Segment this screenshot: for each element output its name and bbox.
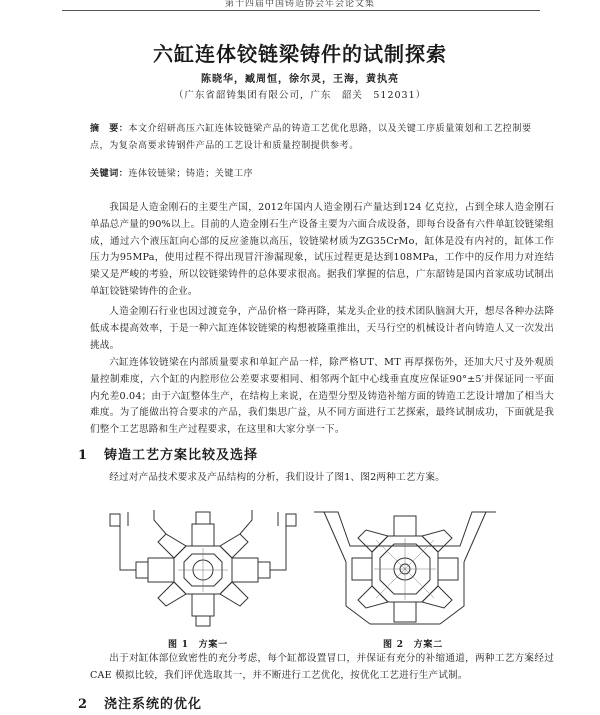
body-paragraph: 经过对产品技术要求及产品结构的分析，我们设计了图1、图2两种工艺方案。 xyxy=(109,472,445,483)
section-title: 浇注系统的优化 xyxy=(104,697,203,712)
header-rule xyxy=(62,10,540,11)
keywords xyxy=(90,168,550,180)
abstract-text: 本文介绍研高压六缸连体铰链梁产品的铸造工艺优化思路，以及关键工序质量策划和工艺控制要点，为复杂高要求铸钢件产品的工艺设计和质量控制提供参考。 xyxy=(90,124,532,151)
section-heading xyxy=(78,693,202,712)
abstract xyxy=(90,121,550,155)
author-list: 陈晓华，臧周恒，徐尔灵，王海，黄执亮 xyxy=(201,74,399,85)
figure-caption: 图 1 方案一 xyxy=(168,640,228,650)
section-title: 铸造工艺方案比较及选择 xyxy=(104,448,259,463)
figure-scheme-two xyxy=(310,506,500,632)
affiliation: （广东省韶铸集团有限公司，广东 韶关 512031） xyxy=(173,90,427,101)
running-head: 第十四届中国铸造协会年会论文集 xyxy=(224,0,375,9)
paper-title: 六缸连体铰链梁铸件的试制探索 xyxy=(153,42,447,66)
body-paragraph: 人造金刚石行业也因过渡竞争，产品价格一降再降，某龙头企业的技术团队脑洞大开，想尽各种办法降低成本提高效率，于是一种六缸连体铰链梁的构想被隆重推出，天马行空的机械设计者向铸造人又一次发出挑战。 xyxy=(90,306,554,351)
figure-scheme-one xyxy=(108,506,298,632)
keywords-text: 连体铰链梁；铸造；关键工序 xyxy=(128,169,254,179)
section-number: 2 xyxy=(78,697,89,712)
section-number: 1 xyxy=(78,448,89,463)
scheme-two-drawing xyxy=(310,506,500,632)
body-paragraph: 我国是人造金刚石的主要生产国，2012年国内人造金刚石产量达到124 亿克拉，占到全球人造金刚石单晶总产量的90%以上。目前的人造金刚石生产设备主要为六面合成设备，即每台设备有六件单缸铰链梁组成，通过六个液压缸向心部的反应釜施以高压，铰链梁材质为ZG35CrMo，缸体是没有内衬的，缸体工作压力为95MPa，使用过程不得出现冒汗渗漏现象，试压过程更是达到108MPa，工作中的反作用力对连结梁又是严峻的考验，所以铰链梁铸件的总体要求很高。据我们掌握的信息，广东韶铸是国内首家成功试制出单缸铰链梁铸件的企业。 xyxy=(90,202,554,297)
keywords-label: 关键词： xyxy=(90,169,129,179)
scheme-one-drawing xyxy=(108,506,298,632)
body-paragraph: 出于对缸体部位致密性的充分考虑，每个缸都设置冒口，并保证有充分的补缩通道，两种工艺方案经过CAE 模拟比较，我们评优选取其一，并不断进行工艺优化，按优化工艺进行生产试制。 xyxy=(90,653,554,681)
section-heading xyxy=(78,444,258,463)
figure-caption: 图 2 方案二 xyxy=(383,640,443,650)
body-paragraph: 六缸连体铰链梁在内部质量要求和单缸产品一样，除严格UT、MT 再厚探伤外，还加大尺寸及外观质量控制难度，六个缸的内腔形位公差要求要相同、相邻两个缸中心线垂直度应保证90°±5′并保证同一平面内允差0.04；由于六缸整体生产，在结构上来说，在造型分型及铸造补缩方面的铸造工艺设计增加了相当大难度。为了能做出符合要求的产品，我们集思广益，从不同方面进行工艺探索，最终试制成功，下面就是我们整个工艺思路和生产过程要求，在这里和大家分享一下。 xyxy=(90,357,554,436)
abstract-label: 摘 要： xyxy=(90,124,129,134)
